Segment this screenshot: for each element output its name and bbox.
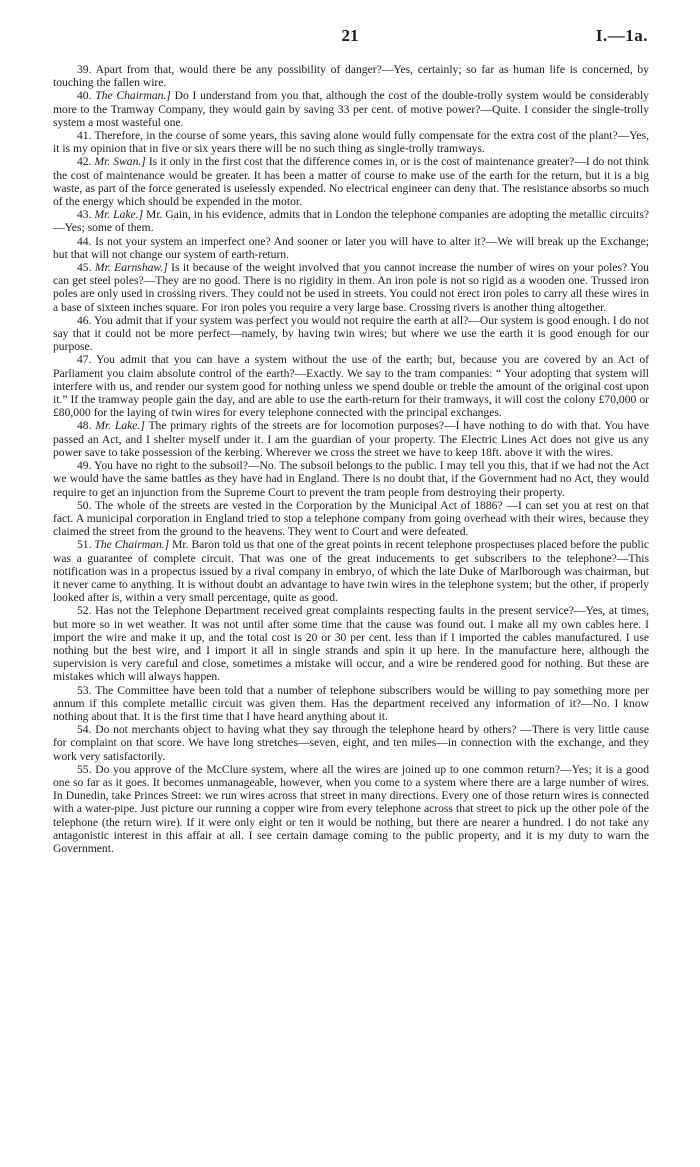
question-number: 54. bbox=[77, 723, 92, 737]
evidence-paragraph bbox=[53, 723, 649, 763]
question-number: 48. bbox=[77, 419, 92, 433]
evidence-paragraph bbox=[53, 459, 649, 499]
testimony-text: The Committee have been told that a number of telephone subscribers would be willing to pay something more per annum if this complete metallic circuit was given them. Has the department received any information of it?—No. I know nothing about that. It is the first time that I have heard anything about it. bbox=[53, 683, 649, 723]
testimony-text: The primary rights of the streets are for locomotion purposes?—I have nothing to do with that. You have passed an Act, and I shelter myself under it. I am the guardian of your property. The Electric Lines Act does not give us any power save to take possession of the kerbing. Wherever we cross the street we have to keep 18ft. above it with the wires. bbox=[53, 419, 649, 459]
testimony-text: You admit that if your system was perfect you would not require the earth at all?—Our system is good enough. I do not say that it could not be more perfect—namely, by having twin wires; but where we use the earth it is good enough for our purpose. bbox=[53, 313, 649, 354]
evidence-paragraph bbox=[53, 353, 649, 419]
question-number: 44. bbox=[77, 234, 92, 248]
testimony-text: Do I understand from you that, although the cost of the double-trolly system would be considerably more to the Tramway Company, they would gain by saving 33 per cent. of motive power?—Quite. I consider the single-trolly system a most wasteful one. bbox=[53, 89, 649, 129]
evidence-paragraph bbox=[53, 63, 649, 89]
testimony-text: Do not merchants object to having what they say through the telephone heard by others? —There is very little cause for complaint on that score. We have long stretches—seven, eight, and ten miles—in connection with the exchange, and they work very satisfactorily. bbox=[53, 723, 649, 763]
document-reference: I.—1a. bbox=[595, 26, 648, 45]
question-number: 50. bbox=[77, 498, 92, 512]
testimony-text: Is it because of the weight involved that you cannot increase the number of wires on your poles? You can get steel poles?—They are no good. There is no rigidity in them. An iron pole is not so rigid as a wooden one. Trussed iron poles are only used in crossing rivers. They could not be used in streets. You could not erect iron poles to carry all these wires in a base of sixteen inches square. For iron poles you require a very large base. Crossing rivers is another thing altogether. bbox=[53, 261, 649, 314]
evidence-paragraph bbox=[53, 604, 649, 683]
evidence-paragraph bbox=[53, 499, 649, 539]
testimony-text: Do you approve of the McClure system, where all the wires are joined up to one common return?—Yes; it is a good one so far as it goes. It becomes unmanageable, however, when you come to a system where there are a large number of wires. In Dunedin, take Princes Street: we run wires across that street in many directions. Every one of those return wires is connected with a water-pipe. Just picture our running a copper wire from every telephone across that street to pick up the other pole of the telephone (the return wire). If it were only eight or ten it would be nothing, but there are nearer a hundred. I do not take any antagonistic interest in this affair at all. I see certain damage coming to the public property, and it is my duty to warn the Government. bbox=[53, 762, 650, 855]
speaker-name: The Chairman.] bbox=[94, 538, 170, 552]
question-number: 45. bbox=[77, 261, 92, 275]
page-header bbox=[0, 26, 700, 52]
evidence-paragraph bbox=[53, 155, 649, 208]
question-number: 53. bbox=[77, 683, 92, 697]
evidence-paragraph bbox=[53, 538, 649, 604]
question-number: 41. bbox=[77, 129, 92, 143]
testimony-text: You admit that you can have a system without the use of the earth; but, because you are covered by an Act of Parliament you claim absolute control of the earth?—Exactly. We say to the tram companies: “ Your adopting that system will interfere with us, and render our system good for nothing unless we spend double or treble the amount of the original cost upon it.” If the tramway people gain the day, and are able to use the earth-return for their tramways, it will cost the colony £70,000 or £80,000 for the laying of twin wires for every telephone connected with the principal exchanges. bbox=[53, 353, 650, 420]
question-number: 49. bbox=[77, 459, 92, 473]
question-number: 47. bbox=[77, 353, 92, 367]
evidence-paragraph bbox=[53, 129, 649, 155]
testimony-text: You have no right to the subsoil?—No. The subsoil belongs to the public. I may tell you this, that if we had not the Act we would have the same battles as they have had in England. There is no doubt that, if the Government had no Act, they would require to get an injunction from the Supreme Court to prevent the tram people from destroying their property. bbox=[53, 459, 649, 499]
evidence-text bbox=[53, 63, 649, 855]
testimony-text: Therefore, in the course of some years, this saving alone would fully compensate for the extra cost of the plant?—Yes, it is my opinion that in five or six years there will be no such thing as single-trolly tramways. bbox=[53, 129, 649, 156]
page-number: 21 bbox=[341, 26, 359, 45]
speaker-name: Mr. Lake.] bbox=[95, 419, 145, 433]
speaker-name: Mr. Earnshaw.] bbox=[94, 261, 168, 275]
testimony-text: Mr. Baron told us that one of the great points in recent telephone prospectuses placed before the public was a guarantee of complete circuit. That was one of the great inducements to get subscribers to the telephone?—This notification was in a propectus issued by a rival company in embryo, of which the late Duke of Marlborough was chairman, but it never came to anything. It is without doubt an advantage to have twin wires in the telephone system; but the other, if properly looked after is, within a very small percentage, quite as good. bbox=[53, 538, 649, 605]
evidence-paragraph bbox=[53, 419, 649, 459]
evidence-paragraph bbox=[53, 763, 649, 855]
evidence-paragraph bbox=[53, 314, 649, 354]
question-number: 46. bbox=[77, 313, 92, 327]
evidence-paragraph bbox=[53, 89, 649, 129]
speaker-name: Mr. Swan.] bbox=[94, 155, 146, 169]
question-number: 40. bbox=[77, 89, 92, 103]
evidence-paragraph bbox=[53, 684, 649, 724]
testimony-text: Has not the Telephone Department received great complaints respecting faults in the present service?—Yes, at times, but more so in wet weather. It was not until after some time that the cause was found out. I make all my own cables here. I import the wire and make it up, and the total cost is 20 or 30 per cent. less than if I imported the cables manufactured. I use nothing but the best wire, and I import it all in single strands and spin it up here. In the manufacture here, although the supervision is very careful and close, sometimes a mistake will occur, and a wire be rendered good for nothing. But these are mistakes which will always happen. bbox=[53, 604, 649, 684]
testimony-text: Apart from that, would there be any possibility of danger?—Yes, certainly; so far as human life is concerned, by touching the fallen wire. bbox=[53, 63, 649, 90]
question-number: 43. bbox=[77, 208, 92, 222]
question-number: 42. bbox=[77, 155, 92, 169]
question-number: 52. bbox=[77, 604, 92, 618]
testimony-text: Is not your system an imperfect one? And sooner or later you will have to alter it?—We will break up the Exchange; but that will not change our system of earth-return. bbox=[53, 234, 649, 261]
testimony-text: The whole of the streets are vested in the Corporation by the Municipal Act of 1886? —I can set you at rest on that fact. A municipal corporation in England tried to stop a telephone company from going overhead with their wires, because they claimed the street from the ground to the heavens. They went to Court and were defeated. bbox=[53, 498, 649, 539]
question-number: 51. bbox=[77, 538, 92, 552]
speaker-name: The Chairman.] bbox=[95, 89, 171, 103]
testimony-text: Mr. Gain, in his evidence, admits that in London the telephone companies are adopting the metallic circuits?—Yes; some of them. bbox=[53, 208, 649, 235]
evidence-paragraph bbox=[53, 208, 649, 234]
speaker-name: Mr. Lake.] bbox=[94, 208, 144, 222]
evidence-paragraph bbox=[53, 261, 649, 314]
question-number: 55. bbox=[77, 762, 92, 776]
evidence-paragraph bbox=[53, 235, 649, 261]
testimony-text: Is it only in the first cost that the difference comes in, or is the cost of maintenance greater?—I do not think the cost of maintenance would be greater. It has been a matter of course to make use of the earth for the return, but it is a big waste, as part of the force generated is uselessly expended. No electrical engineer can deny that. The resistance absorbs so much of the energy which should be expended in the motor. bbox=[53, 155, 649, 209]
question-number: 39. bbox=[77, 63, 92, 76]
